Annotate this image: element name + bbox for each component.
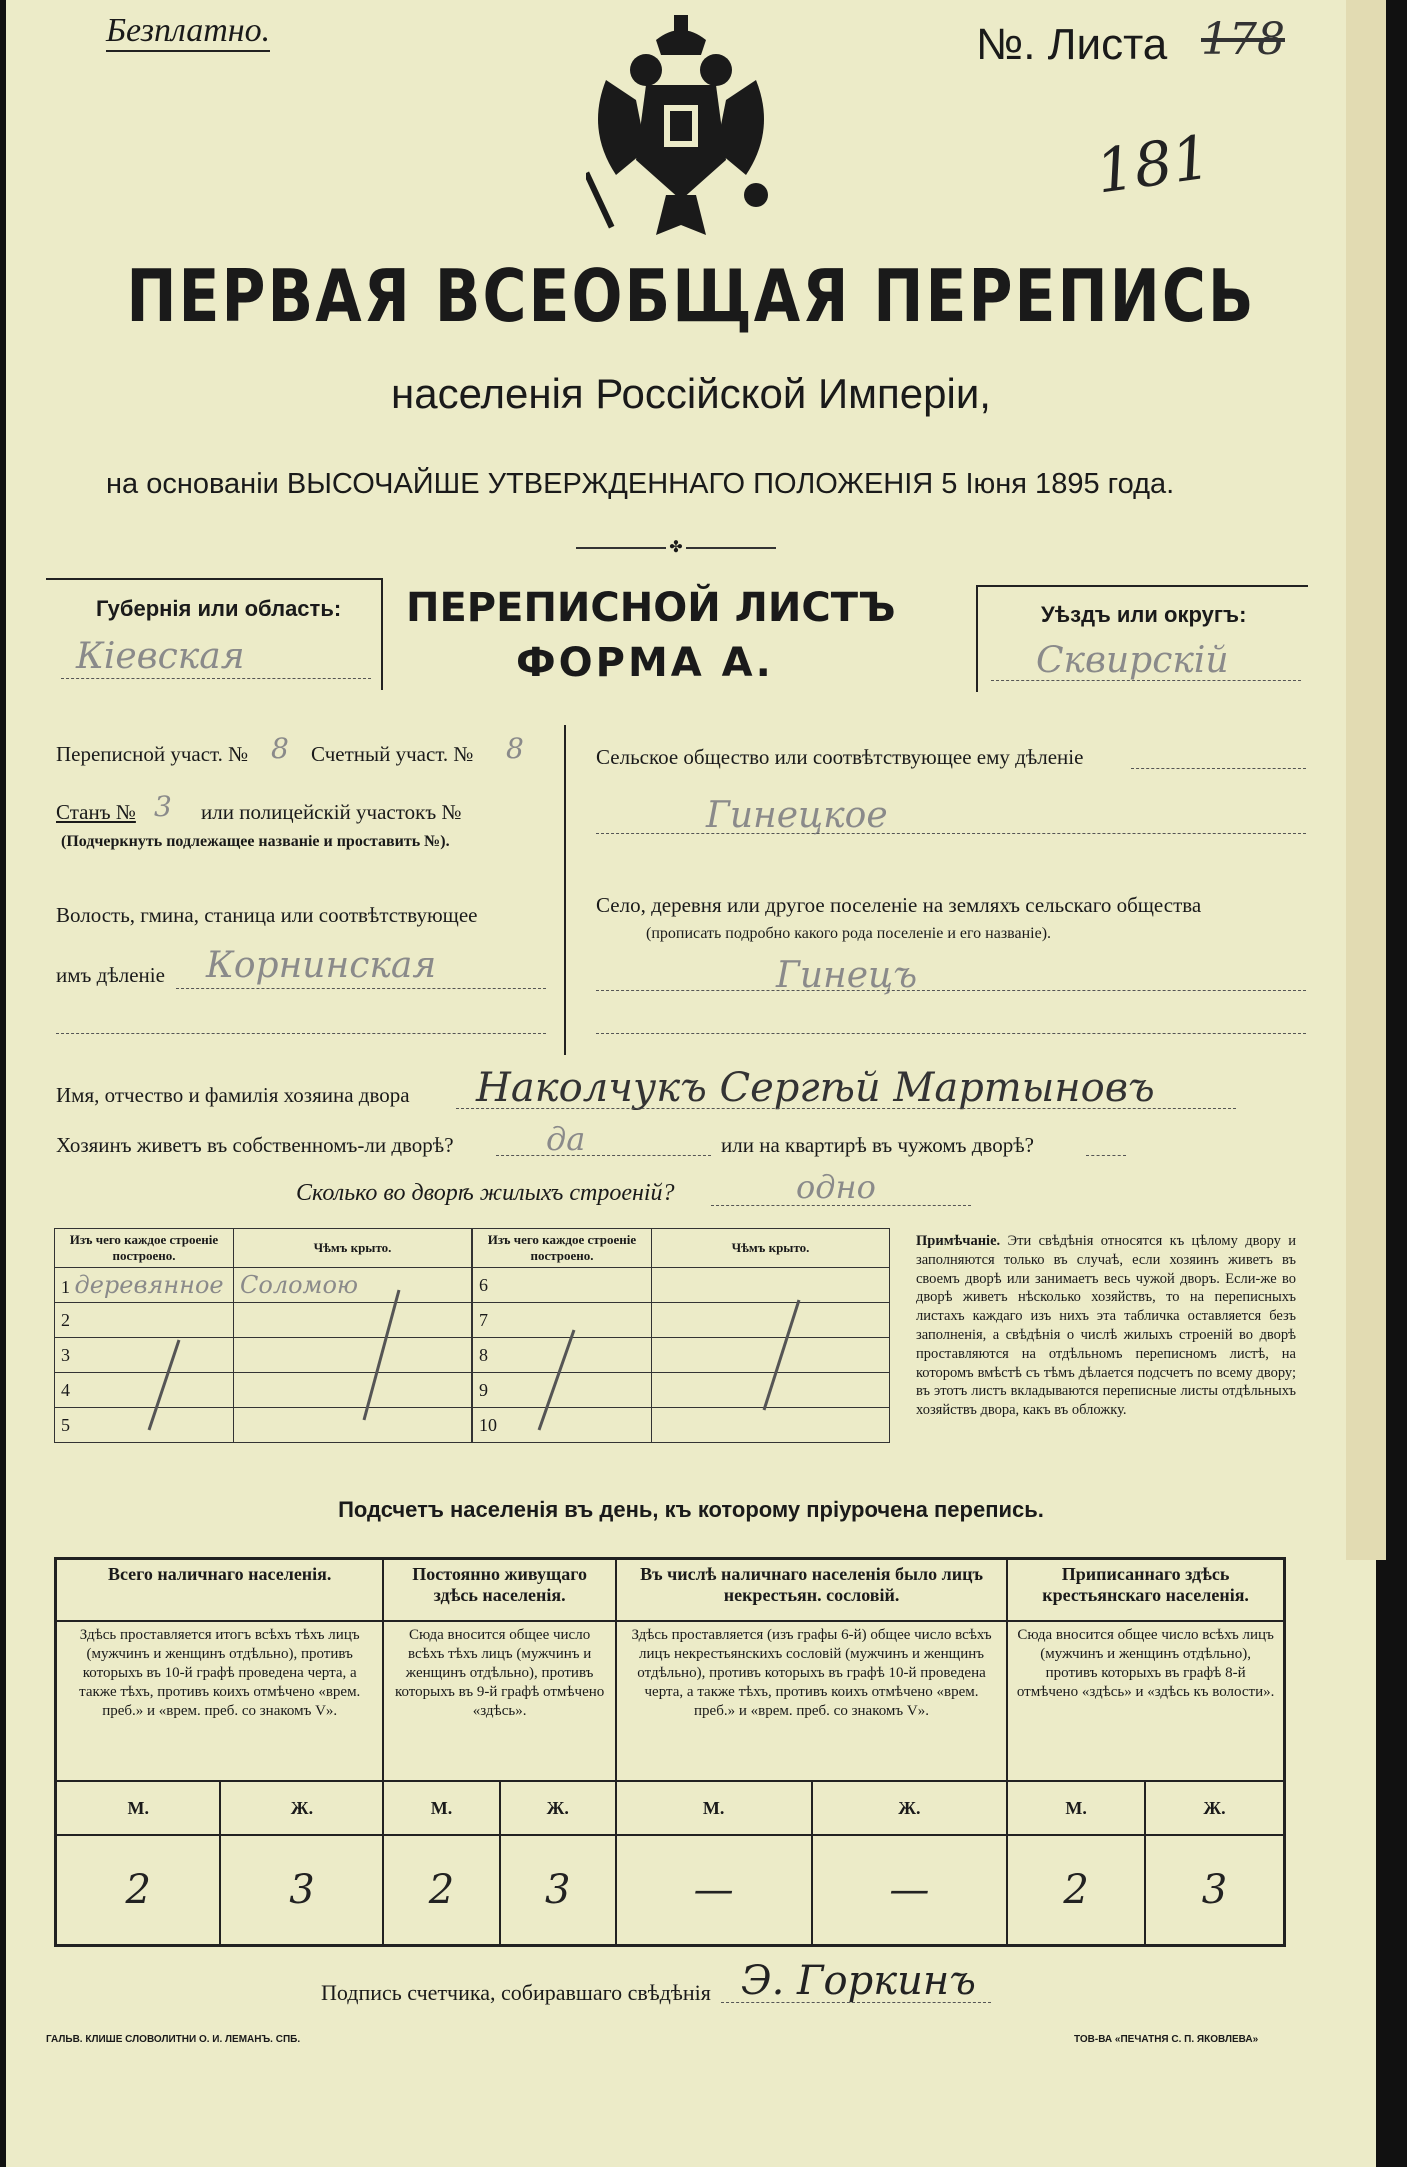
noncrest-m[interactable]: — [616, 1835, 812, 1946]
count-title: Подсчетъ населенія въ день, къ которому пріурочена перепись. [338, 1497, 1044, 1522]
sheet-number: 181 [1091, 122, 1215, 208]
signature-label: Подпись счетчика, собиравшаго свѣдѣнія [321, 1980, 711, 2005]
gubernia-value[interactable]: Кіевская [76, 636, 245, 677]
volost-label-2: имъ дѣленіе [56, 963, 165, 987]
col-noncrest-head: Въ числѣ наличнаго населенія было лицъ некрестьян. сословій. [616, 1559, 1007, 1622]
form-type: ФОРМА А. [516, 640, 774, 686]
form-name: ПЕРЕПИСНОЙ ЛИСТЪ [406, 585, 896, 631]
note [916, 1232, 1296, 1420]
schetny-value[interactable]: 8 [506, 732, 524, 765]
buildings-count-value[interactable]: одно [796, 1168, 876, 1206]
m-label: М. [56, 1781, 221, 1835]
col-total-head: Всего наличнаго населенія. [56, 1559, 384, 1622]
police-label: или полицейскій участокъ № [201, 800, 462, 824]
section-divider [564, 725, 566, 1055]
m-label: М. [616, 1781, 812, 1835]
col-assigned-head: Приписаннаго здѣсь крестьянскаго населенія. [1007, 1559, 1284, 1622]
volost-label: Волость, гмина, станица или соотвѣтствующее [56, 903, 478, 927]
permanent-m[interactable]: 2 [383, 1835, 499, 1946]
zh-label: Ж. [1145, 1781, 1285, 1835]
volost-value[interactable]: Корнинская [206, 945, 437, 986]
obshchestvo-value[interactable]: Гинецкое [706, 795, 888, 836]
total-m[interactable]: 2 [56, 1835, 221, 1946]
col-roof-2: Чѣмъ крыто. [652, 1229, 890, 1268]
subtitle: населенія Россійской Имперіи, [391, 370, 991, 417]
zh-label: Ж. [220, 1781, 383, 1835]
main-title: ПЕРВАЯ ВСЕОБЩАЯ ПЕРЕПИСЬ [126, 255, 1256, 339]
printer-right: ТОВ-ВА «ПЕЧАТНЯ С. П. ЯКОВЛЕВА» [1074, 2034, 1259, 2045]
col-roof: Чѣмъ крыто. [234, 1229, 472, 1268]
basis-line: на основаніи ВЫСОЧАЙШЕ УТВЕРЖДЕННАГО ПОЛОЖЕНІЯ 5 Іюня 1895 года. [106, 468, 1175, 500]
table-row: 7 [473, 1303, 890, 1338]
col-material: Изъ чего каждое строеніе построено. [55, 1229, 234, 1268]
table-row: 8 [473, 1338, 890, 1373]
table-row: 1 деревянное Соломою [55, 1268, 472, 1303]
buildings-count-label: Сколько во дворѣ жилыхъ строеній? [296, 1180, 675, 1206]
gubernia-label: Губернія или область: [96, 596, 342, 621]
crossed-sheet-number: 178 [1201, 14, 1285, 65]
paper-edge [1346, 0, 1386, 1560]
census-sheet [6, 0, 1376, 2167]
col-permanent-desc: Сюда вносится общее число всѣхъ тѣхъ лицъ (мужчинъ и женщинъ отдѣльно), противъ которыхъ въ 9-й графѣ отмѣчено «здѣсь». [383, 1621, 615, 1781]
signature-value[interactable]: Э. Горкинъ [741, 1958, 976, 2004]
table-row: 9 [473, 1373, 890, 1408]
own-yard-label: Хозяинъ живетъ въ собственномъ-ли дворѣ? [56, 1133, 454, 1157]
table-row: 5 [55, 1408, 472, 1443]
m-label: М. [383, 1781, 499, 1835]
selo-value[interactable]: Гинецъ [776, 955, 918, 996]
note-title: Примѣчаніе. [916, 1233, 1001, 1249]
owner-name-value[interactable]: Наколчукъ Сергѣй Мартыновъ [476, 1065, 1155, 1111]
sheet-label: №. Листа [976, 20, 1168, 69]
free-label: Безплатно. [106, 12, 270, 52]
selo-label: Село, деревня или другое поселеніе на земляхъ сельскаго общества [596, 893, 1202, 917]
schetny-label: Счетный участ. № [311, 742, 474, 766]
table-row: 2 [55, 1303, 472, 1338]
assigned-m[interactable]: 2 [1007, 1835, 1145, 1946]
uezd-label: Уѣздъ или округъ: [1041, 602, 1247, 627]
noncrest-zh[interactable]: — [812, 1835, 1008, 1946]
owner-name-label: Имя, отчество и фамилія хозяина двора [56, 1083, 410, 1107]
stan-label: Станъ № [56, 800, 136, 824]
m-label: М. [1007, 1781, 1145, 1835]
stan-value[interactable]: 3 [154, 790, 172, 823]
table-row: 6 [473, 1268, 890, 1303]
table-row: 4 [55, 1373, 472, 1408]
selo-hint: (прописать подробно какого рода поселеніе и его названіе). [646, 925, 1052, 942]
uezd-value[interactable]: Сквирскій [1036, 640, 1229, 681]
stan-hint: (Подчеркнуть подлежащее названіе и проставить №). [61, 833, 450, 850]
col-assigned-desc: Сюда вносится общее число всѣхъ лицъ (мужчинъ и женщинъ отдѣльно), противъ которыхъ въ графѣ 8-й отмѣчено «здѣсь» и «здѣсь къ волости». [1007, 1621, 1284, 1781]
uchastok-value[interactable]: 8 [271, 732, 289, 765]
ornament-divider: ✤ [576, 540, 776, 556]
permanent-zh[interactable]: 3 [500, 1835, 616, 1946]
note-text: Эти свѣдѣнія относятся къ цѣлому двору и заполняются только въ случаѣ, если хозяинъ живетъ въ своемъ дворѣ или занимаетъ весь чужой дворъ. Если-же во дворѣ живетъ нѣсколько хозяйствъ, то на переписныхъ листахъ каждаго изъ нихъ эта табличка оставляется безъ заполненія, а свѣдѣнія о числѣ жилыхъ строеній во дворѣ проставляются на отдѣльномъ переписномъ листѣ, на которомъ вмѣстѣ съ тѣмъ дѣлается подсчетъ по всему двору; въ этотъ листъ вкладываются переписные листы отдѣльныхъ хозяйствъ двора, какъ въ обложку. [916, 1233, 1297, 1419]
table-row: 3 [55, 1338, 472, 1373]
assigned-zh[interactable]: 3 [1145, 1835, 1285, 1946]
own-yard-value[interactable]: да [546, 1120, 586, 1158]
uchastok-label: Переписной участ. № [56, 742, 249, 766]
obshchestvo-label: Сельское общество или соотвѣтствующее ему дѣленіе [596, 745, 1084, 769]
total-zh[interactable]: 3 [220, 1835, 383, 1946]
population-count-table [54, 1557, 1286, 1947]
col-material-2: Изъ чего каждое строеніе построено. [473, 1229, 652, 1268]
zh-label: Ж. [812, 1781, 1008, 1835]
col-noncrest-desc: Здѣсь проставляется (изъ графы 6-й) общее число всѣхъ лицъ некрестьянскихъ сословій (мужчинъ и женщинъ отдѣльно), противъ которыхъ въ графѣ 10-й проведена черта, а также тѣхъ, противъ коихъ отмѣчено «врем. преб.» и «врем. преб. со знакомъ V». [616, 1621, 1007, 1781]
table-row: 10 [473, 1408, 890, 1443]
rent-label: или на квартирѣ въ чужомъ дворѣ? [721, 1133, 1034, 1157]
printer-left: ГАЛЬВ. КЛИШЕ СЛОВОЛИТНИ О. И. ЛЕМАНЪ. СПБ. [46, 2034, 301, 2045]
col-permanent-head: Постоянно живущаго здѣсь населенія. [383, 1559, 615, 1622]
zh-label: Ж. [500, 1781, 616, 1835]
double-headed-eagle-emblem [586, 10, 776, 250]
col-total-desc: Здѣсь проставляется итогъ всѣхъ тѣхъ лицъ (мужчинъ и женщинъ отдѣльно), противъ которыхъ въ 10-й графѣ проведена черта, а также тѣхъ, противъ коихъ отмѣчено «врем. преб.» и «врем. преб. со знакомъ V». [56, 1621, 384, 1781]
dash-marks [54, 1270, 894, 1450]
